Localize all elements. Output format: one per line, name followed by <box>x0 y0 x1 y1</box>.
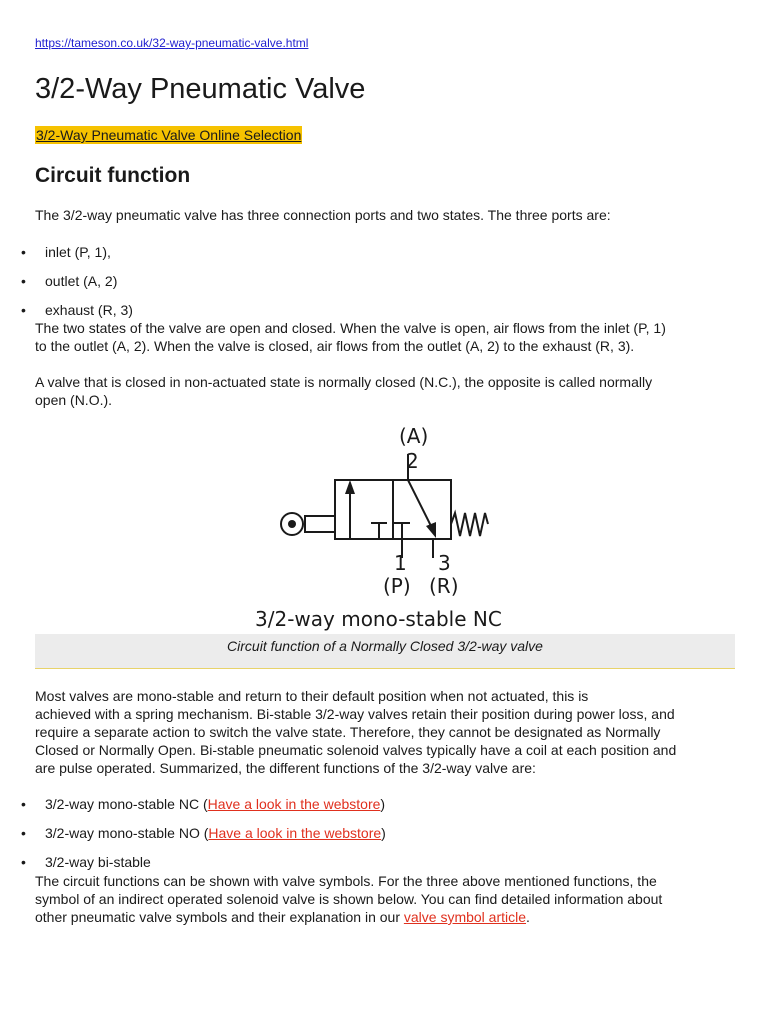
mono-stable-paragraph: Most valves are mono-stable and return to their default position when not actuated, this is achieved with a spring mechanism. Bi-stable 3/2-way valves retain their position during power loss, and require a separate action to switch the valve state. Therefore, they cannot be designated as Normally Closed or Normally Open. Bi-stable pneumatic solenoid valves typically have a coil at each position and are pulse operated. Summarized, the different functions of the 3/2-way valve are: <box>35 688 677 776</box>
figure-caption-box <box>35 634 735 669</box>
port-r-label: (R) <box>429 574 459 598</box>
port-p-label: (P) <box>383 574 411 598</box>
bullet-icon: • <box>21 825 26 841</box>
valve-symbol-article-link[interactable]: valve symbol article <box>403 909 527 925</box>
port-3-label: 3 <box>438 551 451 575</box>
list-item: • inlet (P, 1), <box>21 244 111 260</box>
list-item: • outlet (A, 2) <box>21 273 118 289</box>
bullet-icon: • <box>21 244 26 260</box>
section-heading: Circuit function <box>35 164 191 187</box>
list-item: • exhaust (R, 3) <box>21 302 133 318</box>
bullet-icon: • <box>21 854 26 870</box>
page-title: 3/2-Way Pneumatic Valve <box>35 73 366 105</box>
port-2-label: 2 <box>406 449 419 473</box>
list-item: • 3/2-way bi-stable <box>21 854 151 870</box>
valve-symbol-diagram <box>240 418 530 634</box>
list-item: • 3/2-way mono-stable NO (Have a look in the webstore) <box>21 825 386 841</box>
list-item: • 3/2-way mono-stable NC (Have a look in the webstore) <box>21 796 386 812</box>
port-a-label: (A) <box>399 424 429 448</box>
webstore-link-nc[interactable]: Have a look in the webstore <box>207 796 381 812</box>
states-paragraph: The two states of the valve are open and closed. When the valve is open, air flows from the inlet (P, 1) to the outlet (A, 2). When the valve is closed, air flows from the outlet (A, 2) to the exhaust (R, 3). <box>35 320 666 354</box>
bullet-icon: • <box>21 302 26 318</box>
intro-paragraph: The 3/2-way pneumatic valve has three connection ports and two states. The three ports are: <box>35 207 611 223</box>
ports-list <box>0 243 133 319</box>
bullet-icon: • <box>21 273 26 289</box>
figure-caption: Circuit function of a Normally Closed 3/2-way valve <box>227 638 543 654</box>
valve-symbols-paragraph: The circuit functions can be shown with valve symbols. For the three above mentioned functions, the symbol of an indirect operated solenoid valve is shown below. You can find detailed information about other pneumatic valve symbols and their explanation in our valve symbol article. <box>35 873 663 925</box>
online-selection-link[interactable]: 3/2-Way Pneumatic Valve Online Selection <box>36 127 302 143</box>
normally-closed-paragraph: A valve that is closed in non-actuated state is normally closed (N.C.), the opposite is called normally open (N.O.). <box>35 374 653 408</box>
port-1-label: 1 <box>394 551 407 575</box>
source-url-link[interactable]: https://tameson.co.uk/32-way-pneumatic-valve.html <box>35 36 309 50</box>
diagram-title: 3/2-way mono-stable NC <box>255 607 502 631</box>
webstore-link-no[interactable]: Have a look in the webstore <box>208 825 382 841</box>
functions-list <box>0 795 386 871</box>
bullet-icon: • <box>21 796 26 812</box>
